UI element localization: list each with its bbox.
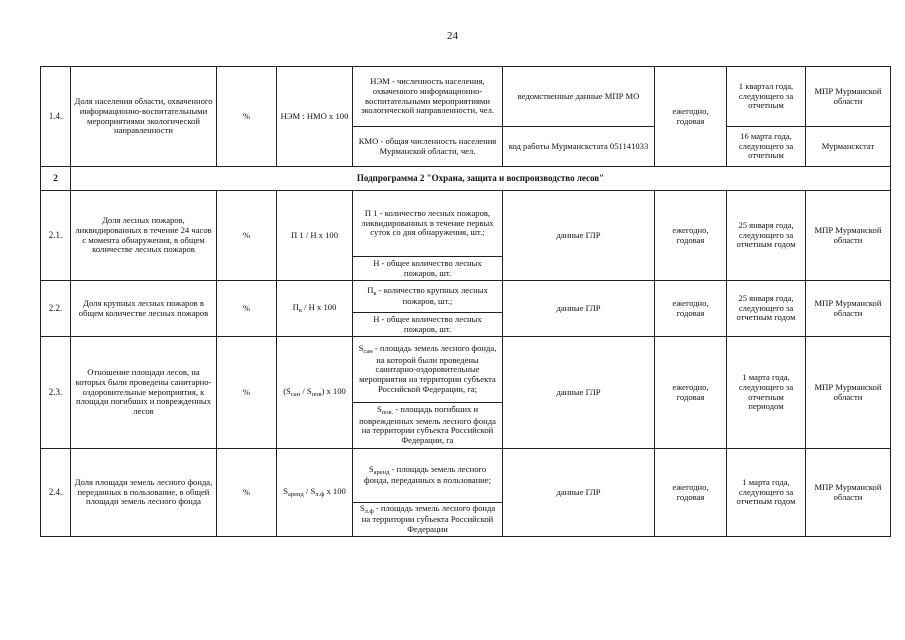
periodicity: ежегодно, годовая [655, 67, 727, 167]
responsible: Мурманскстат [806, 127, 891, 167]
variable-text: - количество крупных лесных пожаров, шт.; [376, 284, 488, 307]
periodicity: ежегодно, годовая [655, 449, 727, 537]
indicator-name: Отношение площади лесов, на которых были проведены санитарно-оздоровительные мероприятия, к площади погибших и поврежденных лесов [71, 337, 217, 449]
row-number: 2.1. [41, 191, 71, 281]
data-source: данные ГЛР [503, 337, 655, 449]
variable-description: П 1 - количество лесных пожаров, ликвидированных в течение первых суток со дня обнаружения, шт.; [353, 191, 503, 257]
variable-text: - площадь земель лесного фонда, переданных в пользование; [364, 463, 491, 486]
variable-text: - площадь земель лесного фонда на территории субъекта Российской Федерации [361, 503, 496, 535]
formula-symbol: S [283, 485, 288, 496]
variable-symbol: S [358, 343, 364, 354]
responsible: МПР Мурманской области [806, 281, 891, 337]
variable-description: Н - общее количество лесных пожаров, шт. [353, 257, 503, 281]
formula-subscript: к [298, 306, 302, 314]
formula-subscript: л.ф [315, 490, 325, 498]
subprogram-row [41, 167, 891, 191]
row-number: 2.3. [41, 337, 71, 449]
responsible: МПР Мурманской области [806, 191, 891, 281]
variable-text: - площадь земель лесного фонда, на которой были проведены санитарно-оздоровительные мероприятия на территории субъекта Российской Федерации, га; [359, 343, 497, 394]
formula-cell: НЭМ : НМО х 100 [277, 67, 353, 167]
formula-cell [277, 337, 353, 449]
deadline: 16 марта года, следующего за отчетным [727, 127, 806, 167]
variable-description: НЭМ - численность населения, охваченного информационно-воспитательными мероприятиями экологической направленности, чел. [353, 67, 503, 127]
formula-divider: / S [303, 485, 316, 496]
variable-subscript: сан [363, 348, 373, 356]
periodicity: ежегодно, годовая [655, 191, 727, 281]
variable-description: Н - общее количество лесных пожаров, шт. [353, 313, 503, 337]
responsible: МПР Мурманской области [806, 67, 891, 127]
page-number: 24 [447, 30, 458, 42]
formula-cell: П 1 / Н х 100 [277, 191, 353, 281]
indicator-name: Доля лесных пожаров, ликвидированных в течение 24 часов с момента обнаружения, в общем количестве лесных пожаров [71, 191, 217, 281]
formula-rest: х 100 [324, 485, 346, 496]
variable-description [353, 337, 503, 403]
formula-cell [277, 281, 353, 337]
data-source: данные ГЛР [503, 281, 655, 337]
unit-cell: % [217, 191, 277, 281]
formula-symbol: П [292, 301, 299, 312]
table-row-2-2 [41, 281, 891, 313]
row-number: 2.4. [41, 449, 71, 537]
formula-divider: / S [300, 385, 312, 396]
deadline: 1 марта года, следующего за отчетным периодом [727, 337, 806, 449]
deadline: 1 квартал года, следующего за отчетным [727, 67, 806, 127]
indicator-name: Доля населения области, охваченного информационно-воспитательными мероприятиями экологической направленности [71, 67, 217, 167]
variable-symbol: S [359, 503, 365, 513]
table-row-2-4 [41, 449, 891, 503]
deadline: 1 марта года, следующего за отчетным годом [727, 449, 806, 537]
unit-cell: % [217, 67, 277, 167]
row-number: 2.2. [41, 281, 71, 337]
formula-close: ) х 100 [321, 385, 346, 396]
unit-cell: % [217, 281, 277, 337]
formula-open: (S [283, 385, 291, 396]
variable-description [353, 403, 503, 449]
unit-cell: % [217, 337, 277, 449]
responsible: МПР Мурманской области [806, 337, 891, 449]
formula-cell [277, 449, 353, 537]
data-source: данные ГЛР [503, 191, 655, 281]
periodicity: ежегодно, годовая [655, 281, 727, 337]
deadline: 25 января года, следующего за отчетным годом [727, 281, 806, 337]
table-row-2-1 [41, 191, 891, 257]
deadline: 25 января года, следующего за отчетным годом [727, 191, 806, 281]
formula-subscript: пов [311, 390, 322, 398]
formula-subscript: сан [290, 390, 301, 398]
variable-subscript: к [373, 289, 377, 297]
variable-description: КМО - общая численность населения Мурманской области, чел. [353, 127, 503, 167]
indicator-name: Доля крупных лесных пожаров в общем количестве лесных пожаров [71, 281, 217, 337]
periodicity: ежегодно, годовая [655, 337, 727, 449]
variable-symbol: П [367, 284, 374, 295]
variable-subscript: аренд [373, 468, 390, 476]
subprogram-title: Подпрограмма 2 "Охрана, защита и воспроизводство лесов" [71, 167, 891, 191]
data-source: данные ГЛР [503, 449, 655, 537]
variable-subscript: л.ф [364, 508, 374, 515]
variable-description [353, 281, 503, 313]
variable-symbol: S [368, 463, 374, 474]
indicators-table [40, 66, 891, 537]
formula-rest: / Н х 100 [302, 301, 337, 312]
data-source: код работы Мурманскстата 051141033 [503, 127, 655, 167]
responsible: МПР Мурманской области [806, 449, 891, 537]
table-row-1-4 [41, 67, 891, 127]
variable-symbol: S [376, 404, 382, 415]
data-source: ведомственные данные МПР МО [503, 67, 655, 127]
variable-description [353, 503, 503, 537]
subprogram-number: 2 [41, 167, 71, 191]
indicator-name: Доля площади земель лесного фонда, переданных в пользование, в общей площади земель лесного фонда [71, 449, 217, 537]
variable-subscript: пов. [381, 409, 394, 417]
variable-text: - площадь погибших и поврежденных земель лесного фонда на территории субъекта Российской Федерации, га [359, 404, 496, 446]
row-number: 1.4. [41, 67, 71, 167]
formula-subscript: аренд [287, 490, 304, 498]
table-row-2-3 [41, 337, 891, 403]
variable-description [353, 449, 503, 503]
unit-cell: % [217, 449, 277, 537]
